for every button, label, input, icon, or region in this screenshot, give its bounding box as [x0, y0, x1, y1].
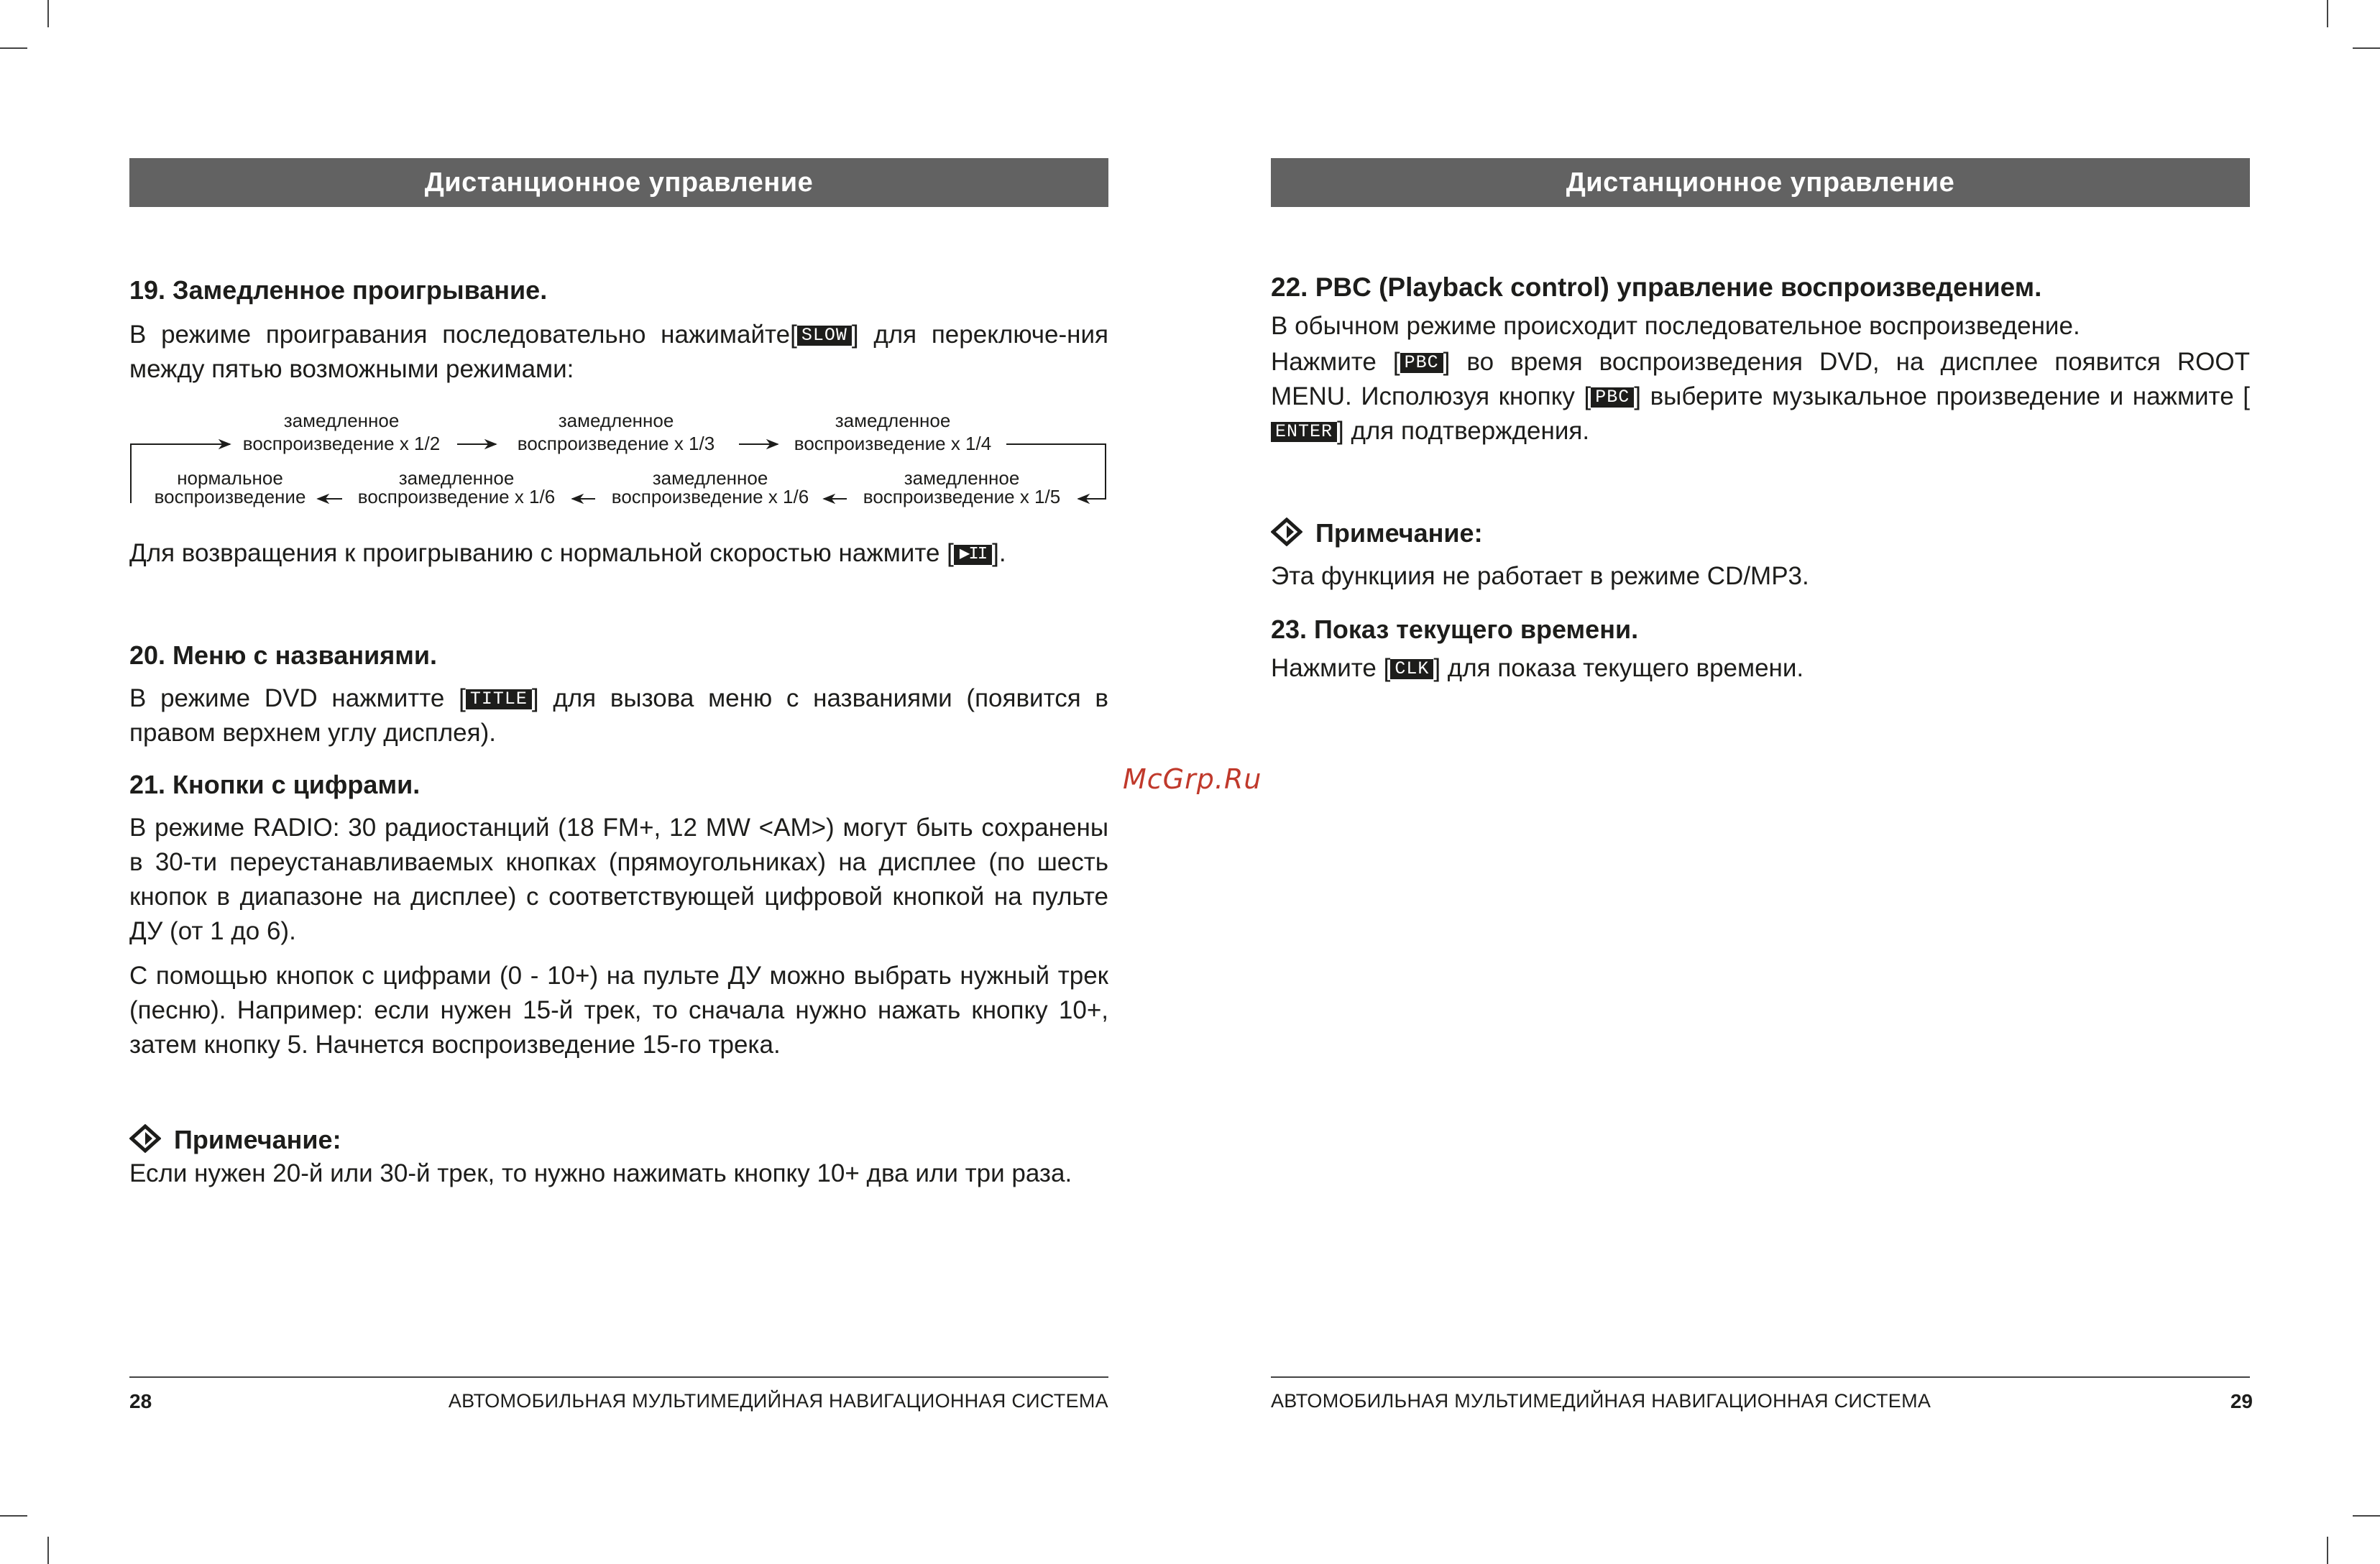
flow-label: воспроизведение [154, 486, 306, 507]
section-paragraph: В режиме RADIO: 30 радиостанций (18 FM+, 12 MW <AM>) могут быть сохранены в 30-ти переустанавливаемых кнопках (прямоугольниках) на дисплее (по шесть кнопок в диапазоне на дисплее) с соответствующей цифровой кнопкой на пульте ДУ (от 1 до 6). [129, 814, 1108, 945]
section-text: Нажмите [ CLK ] для показа текущего времени. [1271, 654, 1804, 682]
slow-mode-flow-diagram [129, 402, 1108, 510]
note-diamond-icon [129, 1124, 161, 1153]
flow-label: замедленное [652, 467, 768, 489]
section-20 [129, 638, 1108, 750]
enter-button-icon: ENTER [1271, 422, 1337, 442]
footer-rule [129, 1376, 1108, 1378]
crop-mark [0, 1515, 27, 1517]
crop-mark [47, 0, 49, 27]
section-title: 19. Замедленное проигрывание. [129, 275, 548, 305]
title-button-icon: TITLE [466, 689, 532, 709]
section-text: В режиме DVD нажмитте [ TITLE ] для вызова меню с названиями (появится в правом верхнем углу дисплея). [129, 684, 1108, 747]
section-title: 22. PBC (Playback control) управление воспроизведением. [1271, 272, 2042, 302]
section-header: Дистанционное управление [129, 158, 1108, 207]
flow-label: замедленное [398, 467, 515, 489]
note [129, 1123, 1108, 1189]
footer-rule [1271, 1376, 2250, 1378]
note-text: Если нужен 20-й или 30-й трек, то нужно нажимать кнопку 10+ два или три раза. [129, 1159, 1072, 1187]
section-title: 20. Меню с названиями. [129, 640, 437, 670]
return-instruction: Для возвращения к проигрыванию с нормальной скоростью нажмите [ ▶II ]. [129, 539, 1006, 567]
slow-button-icon: SLOW [797, 326, 852, 346]
flow-label: замедленное [558, 410, 674, 431]
pbc-button-icon: PBC [1591, 387, 1634, 408]
section-19 [129, 273, 1108, 387]
note [1271, 516, 2250, 594]
footer-title: АВТОМОБИЛЬНАЯ МУЛЬТИМЕДИЙНАЯ НАВИГАЦИОННАЯ СИСТЕМА [1271, 1390, 1931, 1412]
flow-label: воспроизведение х 1/2 [242, 433, 441, 454]
flow-label: воспроизведение х 1/6 [611, 486, 809, 507]
section-text: В режиме проигравания последовательно нажимайте[ SLOW ] для переключе-ния между пятью возможными режимами: [129, 321, 1108, 383]
note-title: Примечание: [1315, 518, 1483, 548]
crop-mark [2353, 1515, 2380, 1517]
crop-mark [47, 1537, 49, 1564]
note-diamond-icon [1271, 518, 1302, 546]
note-title: Примечание: [174, 1125, 341, 1154]
play-pause-button-icon: ▶II [954, 545, 992, 565]
crop-mark [2327, 1537, 2328, 1564]
flow-label: нормальное [177, 467, 283, 489]
page-number: 28 [129, 1390, 152, 1412]
crop-mark [2327, 0, 2328, 27]
section-paragraph: С помощью кнопок с цифрами (0 - 10+) на пульте ДУ можно выбрать нужный трек (песню). Например: если нужен 15-й трек, то сначала нужно нажать кнопку 10+, затем кнопку 5. Начнется воспроизведение 15-го трека. [129, 962, 1108, 1059]
left-page [129, 0, 1108, 1564]
flow-label: замедленное [283, 410, 400, 431]
flow-label: воспроизведение х 1/5 [863, 486, 1061, 507]
flow-label: воспроизведение х 1/6 [357, 486, 556, 507]
section-title: 23. Показ текущего времени. [1271, 615, 1639, 644]
section-title: 21. Кнопки с цифрами. [129, 770, 421, 799]
flow-label: замедленное [835, 410, 951, 431]
section-21 [129, 768, 1108, 1062]
flow-label: воспроизведение х 1/3 [517, 433, 715, 454]
page-number: 29 [2230, 1390, 2253, 1412]
crop-mark [0, 47, 27, 49]
section-header: Дистанционное управление [1271, 158, 2250, 207]
section-text: Нажмите [ PBC ] во время воспроизведения DVD, на дисплее появится ROOT MENU. Исполюзуя кнопку [ PBC ] выберите музыкальное произведение и нажмите [ENTER ] для подтверждения. [1271, 348, 2251, 445]
watermark: McGrp.Ru [1123, 763, 1262, 795]
flow-label: замедленное [904, 467, 1020, 489]
flow-label: воспроизведение х 1/4 [794, 433, 992, 454]
right-page [1271, 0, 2253, 1564]
section-text: В обычном режиме происходит последовательное воспроизведение. [1271, 312, 2080, 340]
section-23 [1271, 612, 2250, 686]
clk-button-icon: CLK [1390, 659, 1433, 679]
section-22 [1271, 270, 2250, 448]
pbc-button-icon: PBC [1400, 353, 1443, 373]
crop-mark [2353, 47, 2380, 49]
note-text: Эта функциия не работает в режиме CD/MP3. [1271, 562, 1809, 590]
footer-title: АВТОМОБИЛЬНАЯ МУЛЬТИМЕДИЙНАЯ НАВИГАЦИОННАЯ СИСТЕМА [448, 1390, 1108, 1412]
